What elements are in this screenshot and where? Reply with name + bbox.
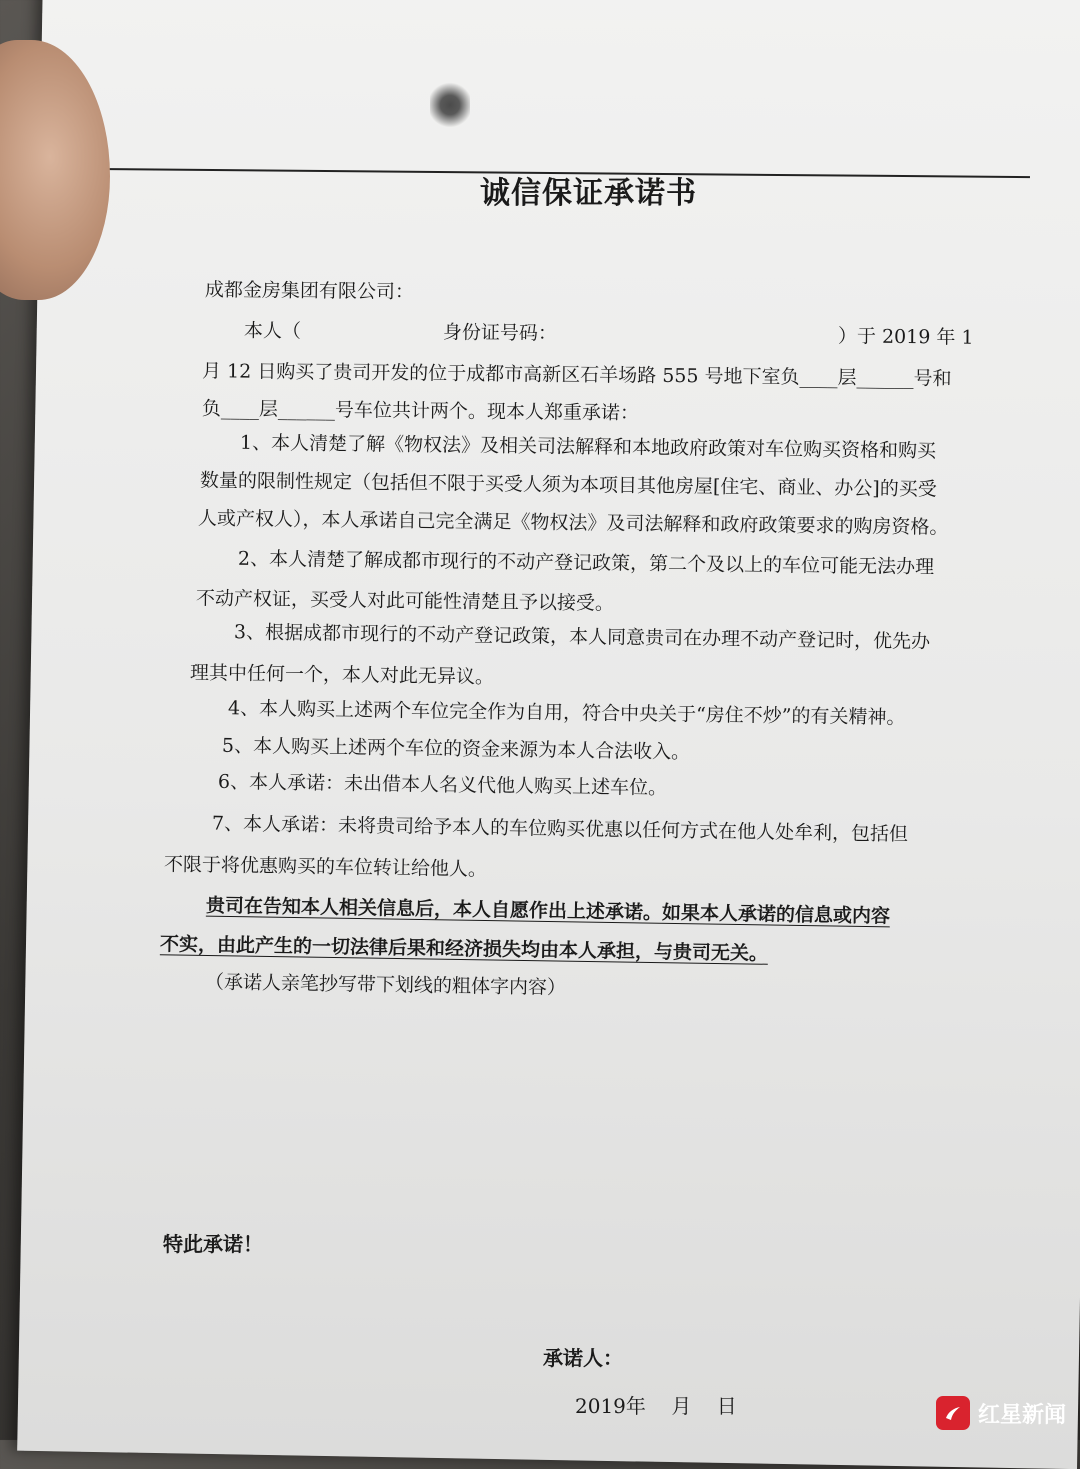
item-1-line-3: 人或产权人），本人承诺自己完全满足《物权法》及司法解释和政府政策要求的购房资格。 [197, 507, 949, 539]
purchase-date-start: ）于 2019 年 1 [837, 325, 974, 349]
addressee: 成都金房集团有限公司： [204, 278, 415, 304]
purchase-line: 月 12 日购买了贵司开发的位于成都市高新区石羊场路 555 号地下室负____层______号和 [201, 360, 952, 390]
watermark-logo [936, 1396, 1066, 1430]
watermark-brand: 红星新闻 [977, 1402, 1066, 1428]
item-2-line-2: 不动产权证，买受人对此可能性清楚且予以接受。 [195, 587, 615, 615]
red-star-logo-icon [936, 1396, 970, 1430]
item-3-line-1: 3、根据成都市现行的不动产登记政策，本人同意贵司在办理不动产登记时，优先办 [233, 621, 931, 653]
document-title: 诚信保证承诺书 [480, 176, 697, 211]
id-label: 身份证号码： [442, 321, 558, 345]
item-5: 5、本人购买上述两个车位的资金来源为本人合法收入。 [221, 734, 691, 764]
signatory-label: 承诺人： [543, 1346, 623, 1370]
item-4: 4、本人购买上述两个车位完全作为自用，符合中央关于“房住不炒”的有关精神。 [227, 697, 906, 729]
item-7-line-1: 7、本人承诺：未将贵司给予本人的车位购买优惠以任何方式在他人处牟利，包括但 [211, 812, 909, 846]
item-6: 6、本人承诺：未出借本人名义代他人购买上述车位。 [217, 770, 668, 800]
parking-line: 负____层______号车位共计两个。现本人郑重承诺： [201, 397, 640, 425]
item-2-line-1: 2、本人清楚了解成都市现行的不动产登记政策，第二个及以上的车位可能无法办理 [237, 547, 935, 579]
item-1-line-2: 数量的限制性规定（包括但不限于买受人须为本项目其他房屋[住宅、商业、办公]的买受 [199, 469, 937, 501]
bold-underline-line-2: 不实，由此产生的一切法律后果和经济损失均由本人承担，与贵司无关。 [159, 933, 769, 965]
closing-statement: 特此承诺！ [163, 1232, 263, 1256]
bold-underline-line-1: 贵司在告知本人相关信息后，本人自愿作出上述承诺。如果本人承诺的信息或内容 [205, 894, 891, 928]
item-7-line-2: 不限于将优惠购买的车位转让给他人。 [163, 853, 488, 881]
item-1-line-1: 1、本人清楚了解《物权法》及相关司法解释和本地政府政策对车位购买资格和购买 [239, 431, 937, 463]
item-3-line-2: 理其中任何一个，本人对此无异议。 [189, 661, 495, 689]
self-label: 本人（ [243, 319, 302, 343]
signature-date: 2019年 月 日 [575, 1394, 737, 1418]
copy-instruction-note: （承诺人亲笔抄写带下划线的粗体字内容） [204, 971, 567, 999]
